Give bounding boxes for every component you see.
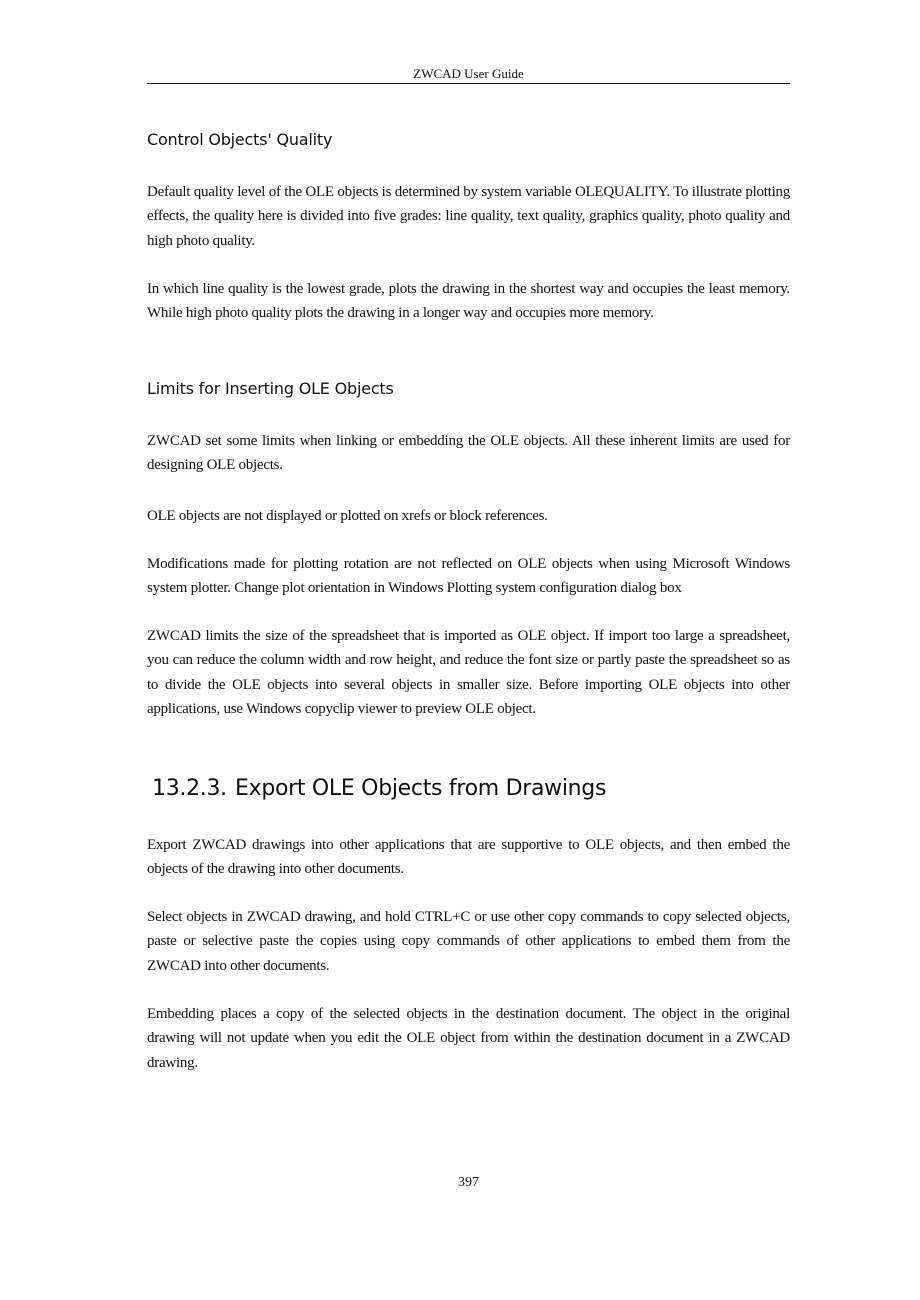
running-header: ZWCAD User Guide — [413, 66, 524, 81]
paragraph: ZWCAD limits the size of the spreadsheet that is imported as OLE object. If import too large a spreadsheet, you can reduce the column width and row height, and reduce the font size or partly paste the spreadsheet so as to divide the OLE objects into several objects in smaller size. Before importing OLE objects into other applications, use Windows copyclip viewer to preview OLE object. — [147, 628, 790, 717]
page-number: 397 — [458, 1175, 479, 1190]
header-rule — [147, 83, 790, 84]
paragraph: Default quality level of the OLE objects is determined by system variable OLEQUALITY. To illustrate plotting effects, the quality here is divided into five grades: line quality, text quality, graphics quality, photo quality and high photo quality. — [147, 184, 790, 249]
section-number: 13.2.3. — [152, 776, 227, 801]
paragraph: ZWCAD set some limits when linking or embedding the OLE objects. All these inherent limits are used for designing OLE objects. — [147, 433, 790, 474]
paragraph: Modifications made for plotting rotation are not reflected on OLE objects when using Microsoft Windows system plotter. Change plot orientation in Windows Plotting system configuration dialog box — [147, 556, 790, 597]
document-page — [147, 0, 790, 1300]
paragraph: Select objects in ZWCAD drawing, and hold CTRL+C or use other copy commands to copy selected objects, paste or selective paste the copies using copy commands of other applications to embed them from the ZWCAD into other documents. — [147, 909, 790, 974]
subheading-control-quality: Control Objects' Quality — [147, 130, 333, 149]
paragraph: Embedding places a copy of the selected objects in the destination document. The object in the original drawing will not update when you edit the OLE object from within the destination document in a ZWCAD drawing. — [147, 1006, 790, 1071]
subheading-limits: Limits for Inserting OLE Objects — [147, 379, 394, 398]
section-heading-export — [152, 775, 790, 803]
paragraph: OLE objects are not displayed or plotted on xrefs or block references. — [147, 508, 548, 524]
paragraph: In which line quality is the lowest grade, plots the drawing in the shortest way and occupies the least memory. While high photo quality plots the drawing in a longer way and occupies more memory. — [147, 281, 790, 322]
paragraph: Export ZWCAD drawings into other applications that are supportive to OLE objects, and then embed the objects of the drawing into other documents. — [147, 837, 790, 878]
section-title: Export OLE Objects from Drawings — [235, 776, 607, 801]
